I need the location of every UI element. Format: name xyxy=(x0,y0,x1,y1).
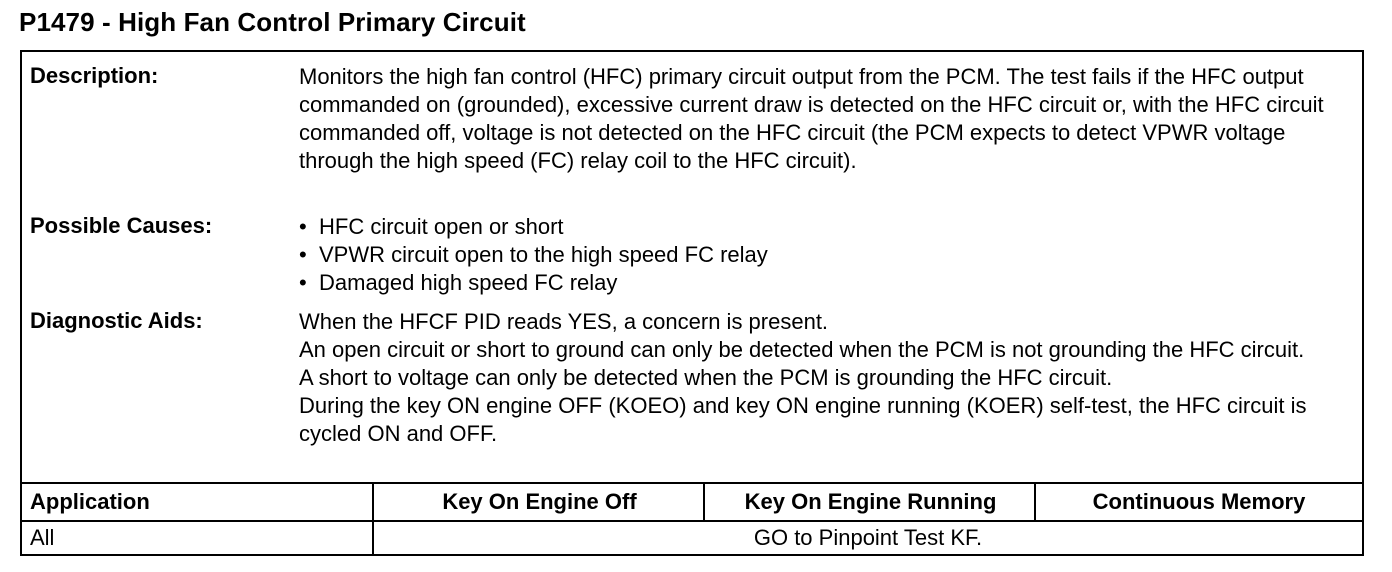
diagnostic-aids-label: Diagnostic Aids: xyxy=(30,308,203,333)
diagnostic-aid-line: A short to voltage can only be detected when the PCM is grounding the HFC circuit. xyxy=(299,365,1113,390)
diagnostic-aid-line: During the key ON engine OFF (KOEO) and key ON engine running (KOER) self-test, the HFC circuit is cycled ON and OFF. xyxy=(299,393,1307,446)
list-item: • VPWR circuit open to the high speed FC relay xyxy=(299,241,1352,269)
table-row xyxy=(22,522,1362,554)
description-paragraph: Monitors the high fan control (HFC) primary circuit output from the PCM. The test fails if the HFC output commanded on (grounded), excessive current draw is detected on the HFC circuit or, with the HFC circuit commanded off, voltage is not detected on the HFC circuit (the PCM expects to detect VPWR voltage through the high speed (FC) relay coil to the HFC circuit). xyxy=(299,64,1324,173)
description-text xyxy=(299,63,1352,175)
diagnostic-aid-line: When the HFCF PID reads YES, a concern is present. xyxy=(299,309,829,334)
application-table xyxy=(22,482,1362,554)
list-item: • Damaged high speed FC relay xyxy=(299,269,1352,297)
cell-action: GO to Pinpoint Test KF. xyxy=(753,525,983,550)
header-koer: Key On Engine Running xyxy=(744,489,997,514)
diagnostic-aids-text xyxy=(299,308,1352,448)
cell-application: All xyxy=(30,525,55,550)
column-divider xyxy=(372,522,374,554)
dtc-info-box xyxy=(20,50,1364,556)
header-application: Application xyxy=(30,489,150,514)
dtc-details xyxy=(22,52,1362,482)
list-item: • HFC circuit open or short xyxy=(299,213,1352,241)
header-koeo: Key On Engine Off xyxy=(442,489,637,514)
page-title: P1479 - High Fan Control Primary Circuit xyxy=(19,7,526,37)
possible-causes-list xyxy=(299,213,1352,297)
diagnostic-aid-line: An open circuit or short to ground can only be detected when the PCM is not grounding the HFC circuit. xyxy=(299,337,1305,362)
column-divider xyxy=(703,484,705,520)
column-divider xyxy=(372,484,374,520)
description-label: Description: xyxy=(30,63,159,88)
table-header-row xyxy=(22,484,1362,522)
header-continuous-memory: Continuous Memory xyxy=(1092,489,1306,514)
column-divider xyxy=(1034,484,1036,520)
possible-causes-label: Possible Causes: xyxy=(30,213,213,238)
